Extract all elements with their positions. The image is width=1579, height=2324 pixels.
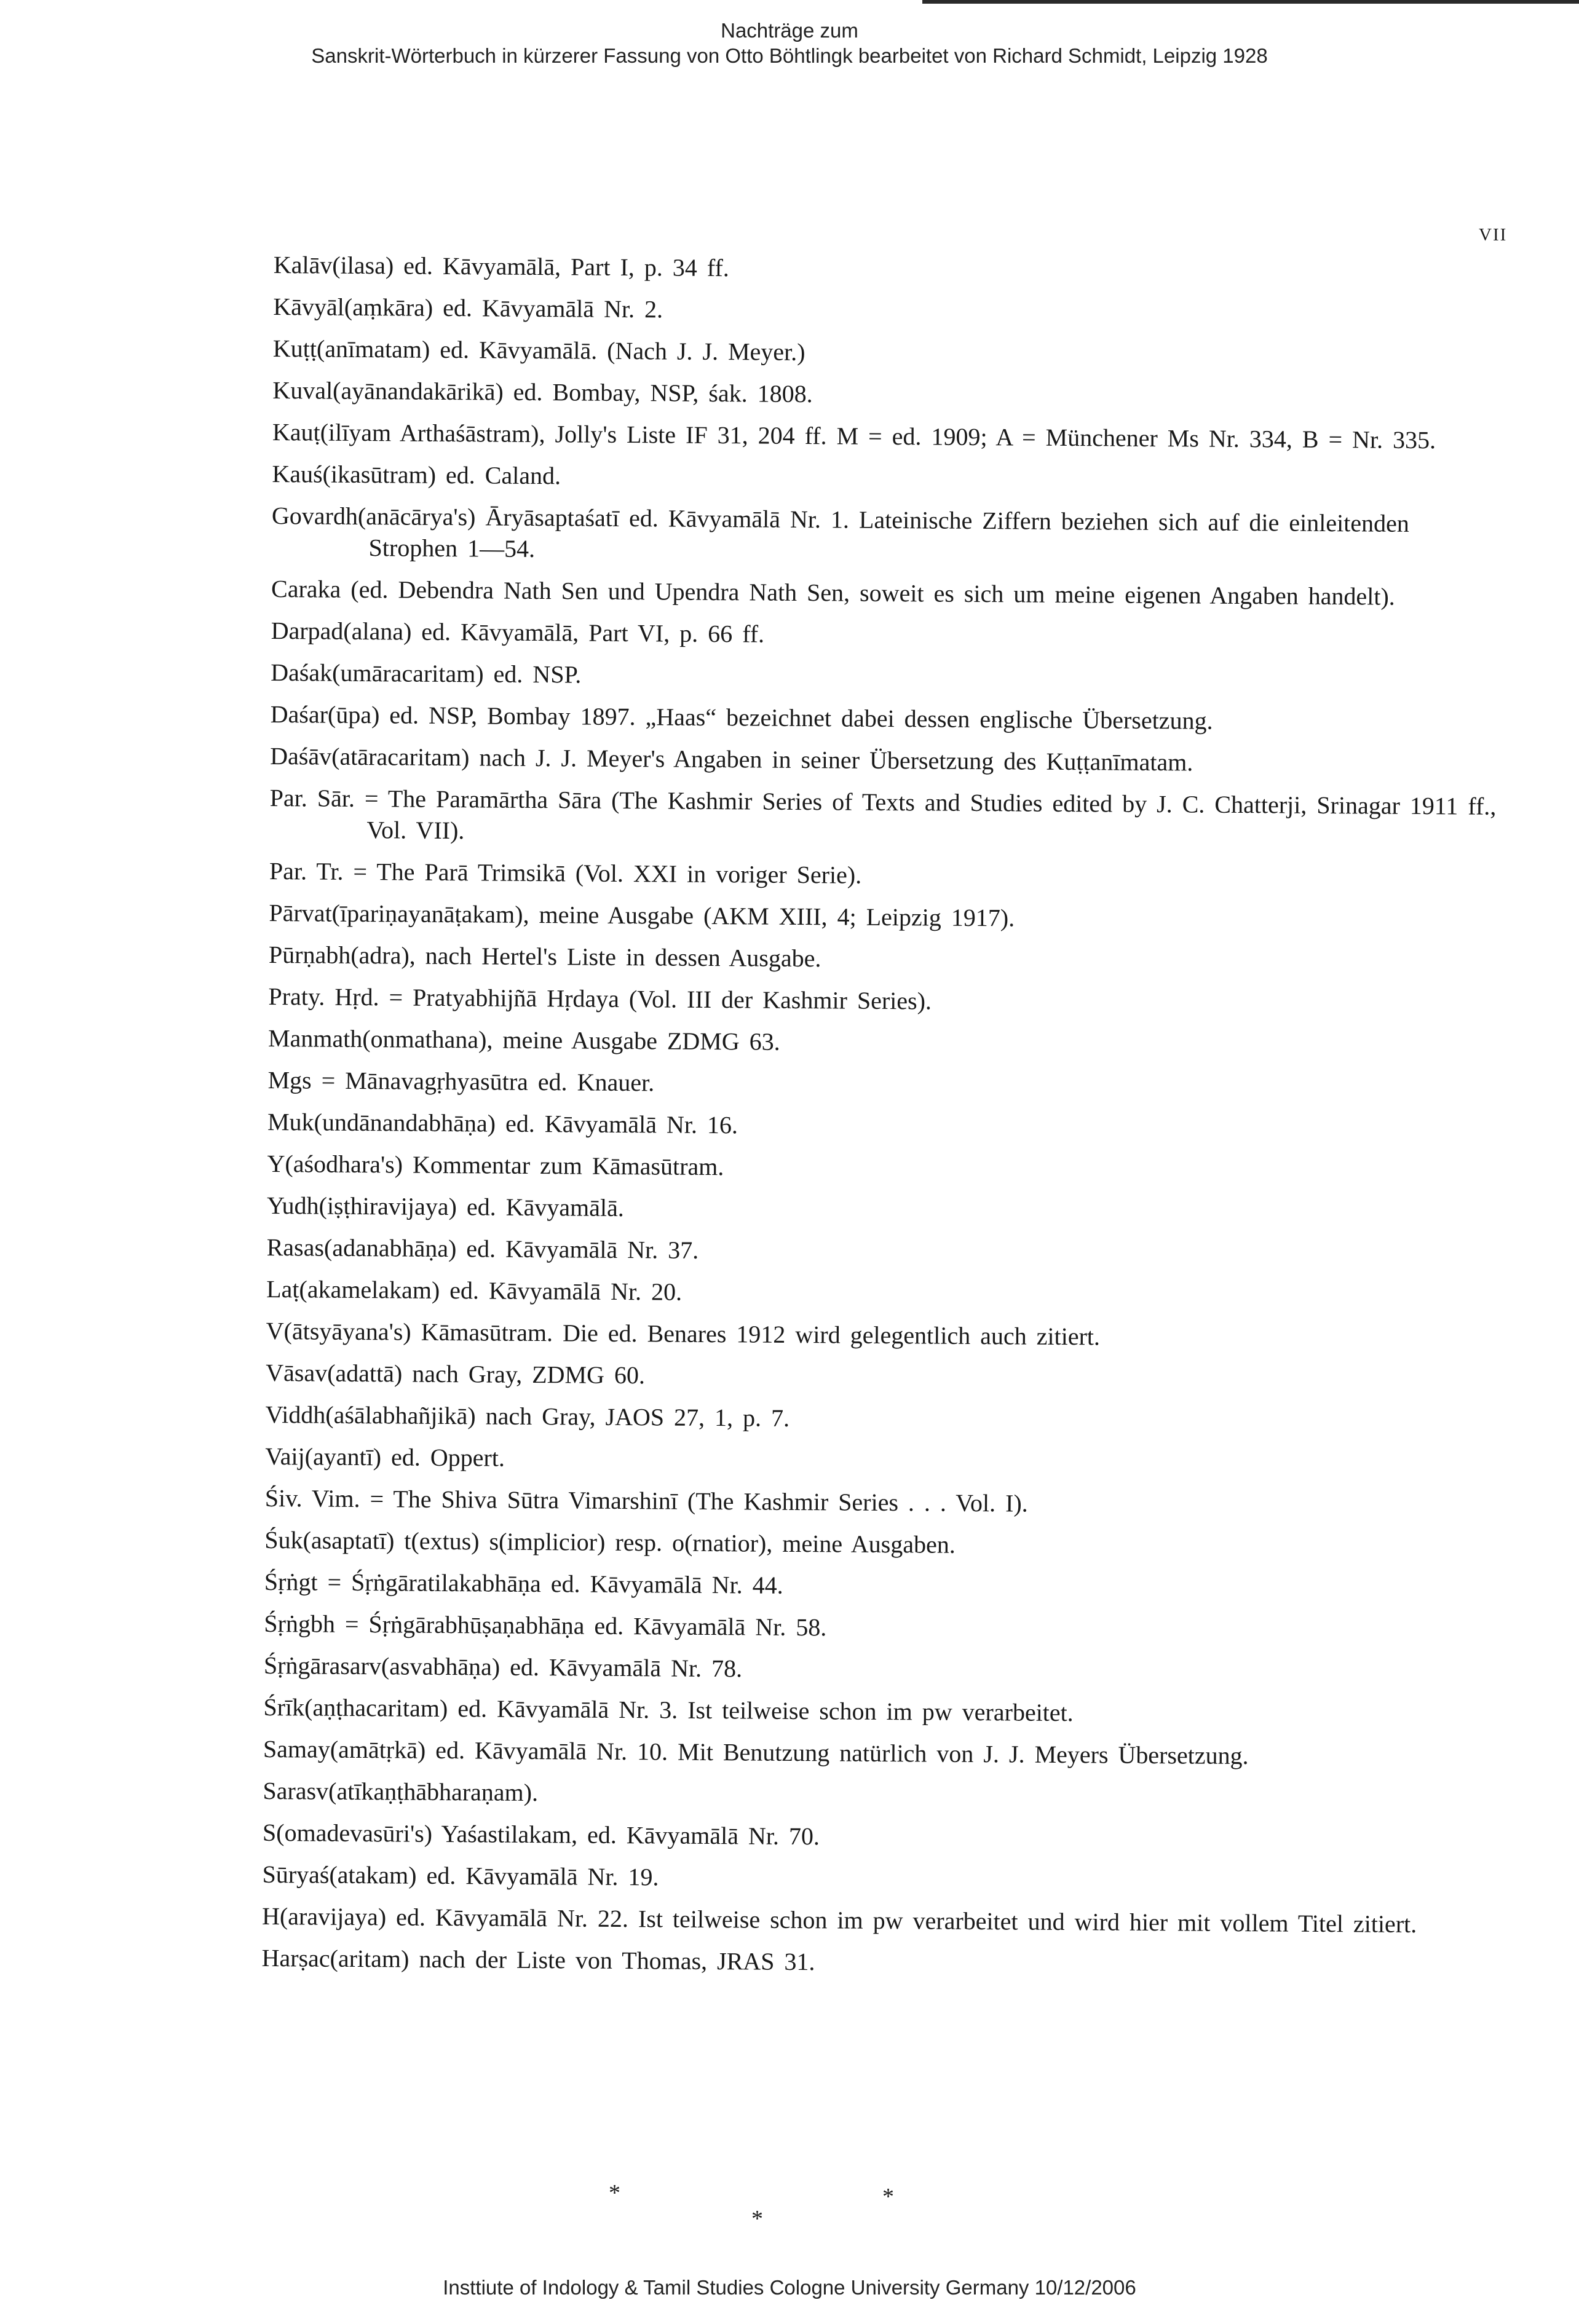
list-item: Kuṭṭ(anīmatam) ed. Kāvyamālā. (Nach J. J. Meyer.) <box>272 334 805 366</box>
list-item: H(aravijaya) ed. Kāvyamālā Nr. 22. Ist teilweise schon im pw verarbeitet und wird hier mit vollem Titel zitiert. <box>261 1902 1417 1939</box>
asterisk-separator: * <box>751 2206 763 2232</box>
section-separator <box>609 2180 898 2235</box>
list-item: Kuval(ayānandakārikā) ed. Bombay, NSP, śak. 1808. <box>272 376 813 408</box>
abbreviation-list <box>261 249 1500 1993</box>
list-item: Śṛṅgārasarv(asvabhāṇa) ed. Kāvyamālā Nr. 78. <box>263 1651 743 1683</box>
list-item: Pūrṇabh(adra), nach Hertel's Liste in dessen Ausgabe. <box>268 940 821 973</box>
list-item: Śiv. Vim. = The Shiva Sūtra Vimarshinī (The Kashmir Series . . . Vol. I). <box>264 1484 1028 1517</box>
header-title: Nachträge zum <box>721 19 858 42</box>
list-item: V(ātsyāyana's) Kāmasūtram. Die ed. Benares 1912 wird gelegentlich auch zitiert. <box>266 1316 1101 1351</box>
list-item: Śrīk(aṇṭhacaritam) ed. Kāvyamālā Nr. 3. Ist teilweise schon im pw verarbeitet. <box>263 1693 1074 1727</box>
list-item: Kauṭ(ilīyam Arthaśāstram), Jolly's Liste IF 31, 204 ff. M = ed. 1909; A = Münchener Ms Nr. 334, B = Nr. 335. <box>272 417 1436 454</box>
list-item: Kauś(ikasūtram) ed. Caland. <box>272 459 561 490</box>
list-item: Daśak(umāracaritam) ed. NSP. <box>271 658 582 689</box>
list-item: Praty. Hṛd. = Pratyabhijñā Hṛdaya (Vol. III der Kashmir Series). <box>268 982 932 1015</box>
list-item: Kāvyāl(aṃkāra) ed. Kāvyamālā Nr. 2. <box>273 292 663 323</box>
list-item: Viddh(aśālabhañjikā) nach Gray, JAOS 27, 1, p. 7. <box>265 1400 790 1432</box>
list-item: Manmath(onmathana), meine Ausgabe ZDMG 63. <box>267 1024 780 1056</box>
list-item: Samay(amātṛkā) ed. Kāvyamālā Nr. 10. Mit Benutzung natürlich von J. J. Meyers Übersetzung. <box>263 1734 1249 1770</box>
list-item: Sūryaś(atakam) ed. Kāvyamālā Nr. 19. <box>262 1860 659 1891</box>
list-item: Par. Tr. = The Parā Trimsikā (Vol. XXI in voriger Serie). <box>269 856 862 889</box>
list-item: Par. Sār. = The Paramārtha Sāra (The Kashmir Series of Texts and Studies edited by J. C. Chatterji, Srinagar 1911 ff., Vol. VII). <box>269 783 1497 845</box>
asterisk-separator: * <box>609 2180 620 2206</box>
list-item: Pārvat(īpariṇayanāṭakam), meine Ausgabe (AKM XIII, 4; Leipzig 1917). <box>269 898 1015 932</box>
list-item: Harṣac(aritam) nach der Liste von Thomas, JRAS 31. <box>261 1943 815 1976</box>
list-item: Vaij(ayantī) ed. Oppert. <box>265 1442 505 1472</box>
list-item: Śṛṅgbh = Śṛṅgārabhūṣaṇabhāṇa ed. Kāvyamālā Nr. 58. <box>264 1609 827 1642</box>
list-item: Daśar(ūpa) ed. NSP, Bombay 1897. „Haas“ bezeichnet dabei dessen englische Übersetzung. <box>270 700 1213 735</box>
list-item: Sarasv(atīkaṇṭhābharaṇam). <box>263 1776 539 1807</box>
list-item: Kalāv(ilasa) ed. Kāvyamālā, Part I, p. 34 ff. <box>273 250 729 282</box>
list-item: Mgs = Mānavagṛhyasūtra ed. Knauer. <box>267 1065 655 1097</box>
list-item: Caraka (ed. Debendra Nath Sen und Upendra Nath Sen, soweit es sich um meine eigenen Angaben handelt). <box>271 574 1395 611</box>
list-item: Yudh(iṣṭhiravijaya) ed. Kāvyamālā. <box>266 1191 624 1222</box>
page-number: VII <box>1479 225 1508 245</box>
list-item: Y(aśodhara's) Kommentar zum Kāmasūtram. <box>267 1149 724 1181</box>
list-item: Govardh(anācārya's) Āryāsaptaśatī ed. Kāvyamālā Nr. 1. Lateinische Ziffern beziehen sich auf die einleitenden Strophen 1—54. <box>271 501 1410 563</box>
list-item: Muk(undānandabhāṇa) ed. Kāvyamālā Nr. 16. <box>267 1107 738 1139</box>
list-item: Śṛṅgt = Śṛṅgāratilakabhāṇa ed. Kāvyamālā Nr. 44. <box>264 1567 783 1599</box>
list-item: Vāsav(adattā) nach Gray, ZDMG 60. <box>266 1358 646 1389</box>
top-edge-rule <box>922 0 1579 4</box>
page-header <box>0 18 1579 69</box>
list-item: Rasas(adanabhāṇa) ed. Kāvyamālā Nr. 37. <box>266 1233 699 1264</box>
header-subtitle: Sanskrit-Wörterbuch in kürzerer Fassung von Otto Böhtlingk bearbeitet von Richard Schmidt, Leipzig 1928 <box>311 44 1268 67</box>
list-item: Laṭ(akamelakam) ed. Kāvyamālā Nr. 20. <box>266 1275 683 1306</box>
list-item: S(omadevasūri's) Yaśastilakam, ed. Kāvyamālā Nr. 70. <box>262 1818 820 1851</box>
asterisk-separator: * <box>882 2184 894 2210</box>
list-item: Śuk(asaptatī) t(extus) s(implicior) resp. o(rnatior), meine Ausgaben. <box>264 1525 956 1559</box>
list-item: Darpad(alana) ed. Kāvyamālā, Part VI, p. 66 ff. <box>271 616 765 648</box>
list-item: Daśāv(atāracaritam) nach J. J. Meyer's Angaben in seiner Übersetzung des Kuṭṭanīmatam. <box>270 741 1193 777</box>
page-footer: Insttiute of Indology & Tamil Studies Cologne University Germany 10/12/2006 <box>443 2276 1136 2299</box>
